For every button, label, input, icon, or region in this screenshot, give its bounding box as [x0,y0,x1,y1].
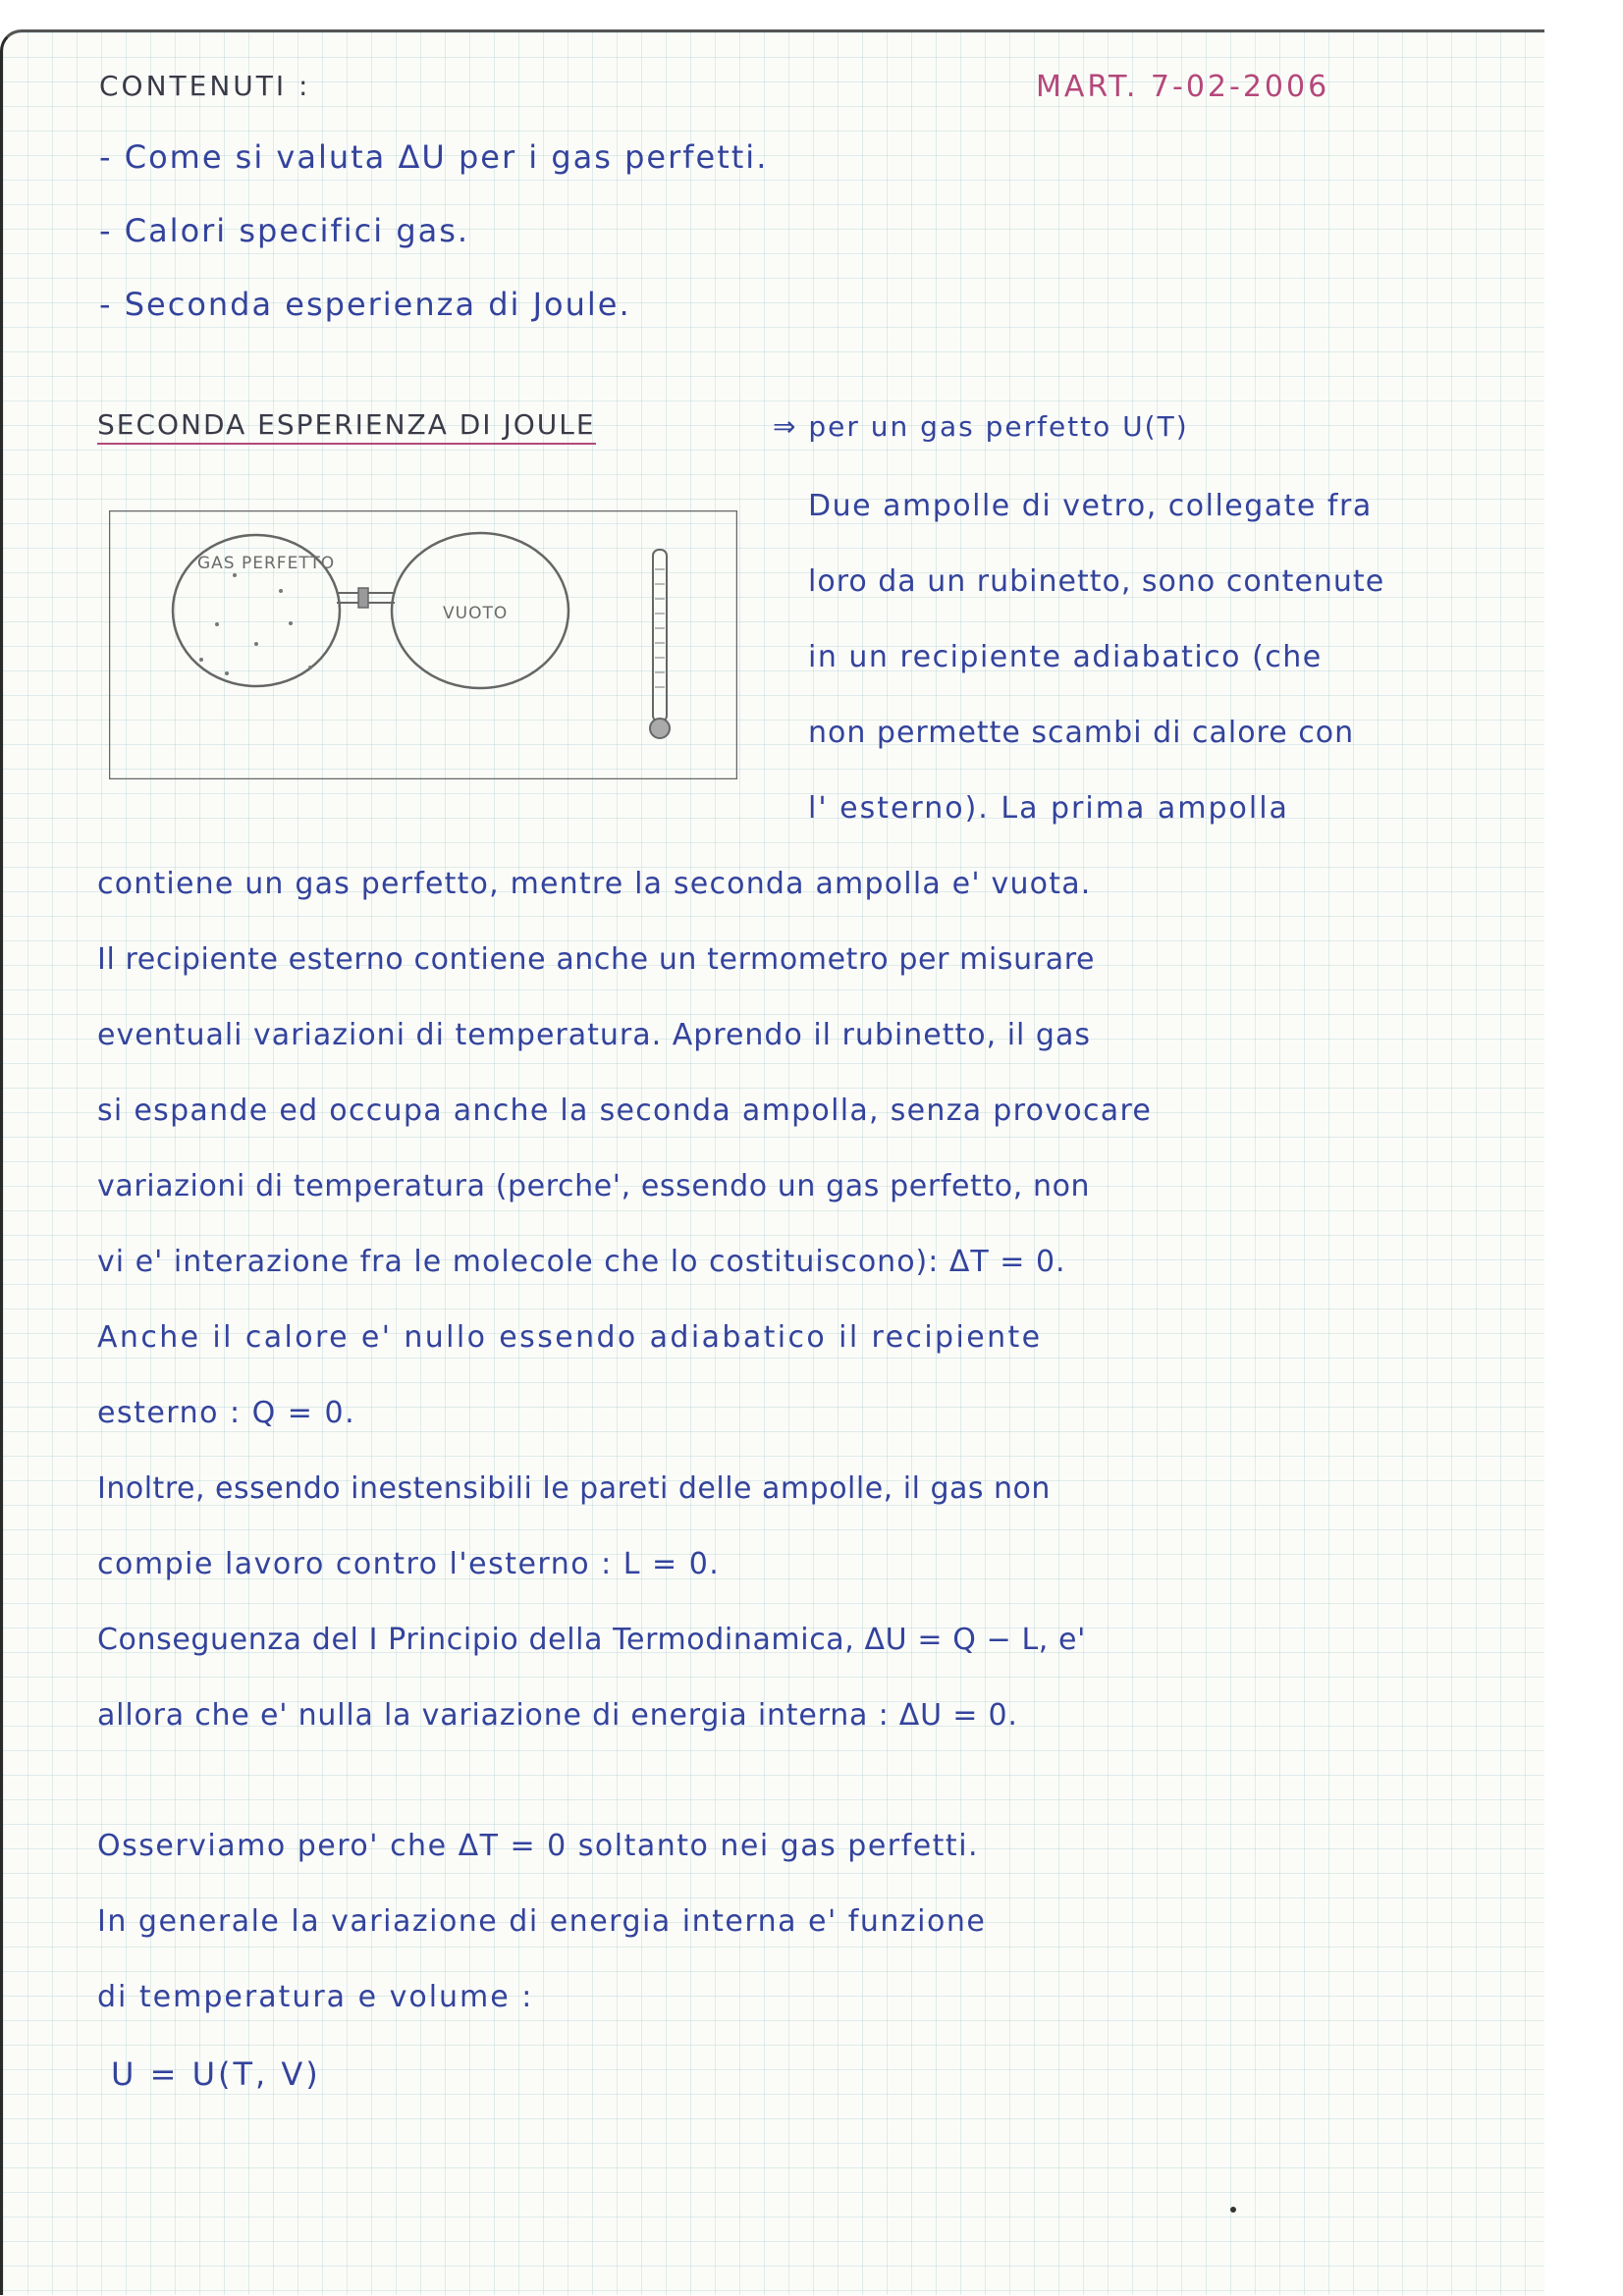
side-text-line: l' esterno). La prima ampolla [808,791,1289,826]
body-line: esterno : Q = 0. [97,1396,356,1430]
body-line: Osserviamo pero' che ΔT = 0 soltanto nei gas perfetti. [97,1829,980,1863]
joule-apparatus-figure [109,510,737,779]
contents-item: - Calori specifici gas. [99,212,470,249]
svg-text:GAS PERFETTO [197,554,335,573]
body-line: compie lavoro contro l'esterno : L = 0. [97,1547,721,1581]
body-line: di temperatura e volume : [97,1980,534,2014]
section-subtitle: ⇒ per un gas perfetto U(T) [773,410,1189,443]
body-line: Anche il calore e' nullo essendo adiabatico il recipiente [97,1320,1043,1355]
body-line: si espande ed occupa anche la seconda ampolla, senza provocare [97,1094,1153,1128]
side-text-line: Due ampolle di vetro, collegate fra [808,489,1373,523]
body-line: variazioni di temperatura (perche', essendo un gas perfetto, non [97,1169,1091,1203]
contents-item: - Seconda esperienza di Joule. [99,286,631,323]
valve [358,588,368,608]
body-line: contiene un gas perfetto, mentre la seconda ampolla e' vuota. [97,867,1092,901]
side-text-line: loro da un rubinetto, sono contenute [808,564,1385,599]
gas-molecules [199,573,312,675]
body-line: Conseguenza del I Principio della Termodinamica, ΔU = Q − L, e' [97,1623,1086,1657]
section-title: SECONDA ESPERIENZA DI JOULE [97,408,596,445]
side-text-line: in un recipiente adiabatico (che [808,640,1323,674]
body-line: allora che e' nulla la variazione di energia interna : ΔU = 0. [97,1698,1018,1733]
right-flask-label: VUOTO [443,604,509,623]
body-line: eventuali variazioni di temperatura. Aprendo il rubinetto, il gas [97,1018,1091,1052]
date: MART. 7-02-2006 [1036,70,1330,104]
thermometer [650,550,670,738]
body-line: vi e' interazione fra le molecole che lo costituiscono): ΔT = 0. [97,1245,1066,1279]
formula-u-of-t-v: U = U(T, V) [111,2056,321,2093]
left-flask-label: GAS PERFETTO [197,554,336,573]
side-text-line: non permette scambi di calore con [808,716,1355,750]
body-line: Il recipiente esterno contiene anche un termometro per misurare [97,942,1096,977]
body-line: Inoltre, essendo inestensibili le pareti delle ampolle, il gas non [97,1471,1051,1506]
notebook-page [0,29,1544,2295]
body-line: In generale la variazione di energia interna e' funzione [97,1904,987,1939]
ink-dot [1230,2207,1236,2213]
contents-item: - Come si valuta ΔU per i gas perfetti. [99,138,769,176]
contents-title: CONTENUTI : [99,70,311,102]
